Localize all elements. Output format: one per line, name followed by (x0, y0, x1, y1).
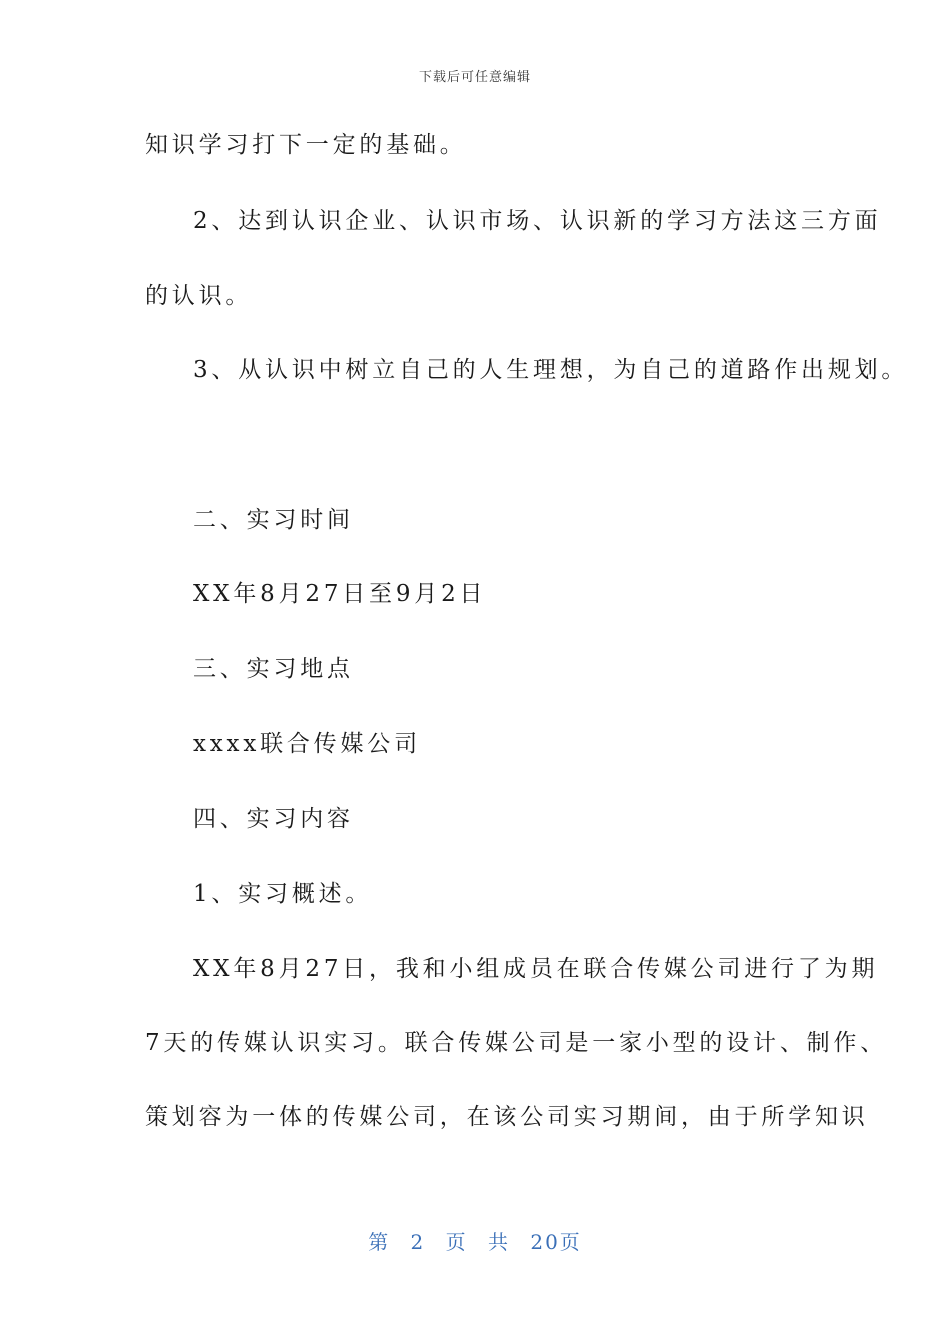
footer-total-pages: 20页 (530, 1230, 582, 1254)
footer-page-word: 页 (445, 1230, 468, 1254)
footer-prefix: 第 (368, 1230, 391, 1254)
body-line-para-3: 策划容为一体的传媒公司，在该公司实习期间，由于所学知识 (145, 1104, 869, 1130)
footer-total-word: 共 (488, 1230, 510, 1254)
footer-current-page: 2 (410, 1230, 426, 1254)
section-heading-location: 三、实习地点 (193, 656, 354, 682)
body-line-para-1: XX年8月27日，我和小组成员在联合传媒公司进行了为期 (193, 956, 879, 982)
body-line-4: 3、从认识中树立自己的人生理想，为自己的道路作出规划。 (193, 357, 909, 383)
subheading-overview: 1、实习概述。 (193, 881, 373, 907)
body-line-date: XX年8月27日至9月2日 (193, 581, 487, 607)
section-heading-content: 四、实习内容 (193, 806, 354, 832)
section-heading-time: 二、实习时间 (193, 507, 354, 533)
body-line-3: 的认识。 (145, 283, 253, 309)
page-header: 下载后可任意编辑 (418, 70, 531, 85)
body-line-1: 知识学习打下一定的基础。 (145, 132, 467, 158)
body-line-company: xxxx联合传媒公司 (193, 731, 421, 757)
body-line-para-2: 7天的传媒认识实习。联合传媒公司是一家小型的设计、制作、 (145, 1030, 888, 1056)
body-line-2: 2、达到认识企业、认识市场、认识新的学习方法这三方面 (193, 208, 882, 234)
page-footer (0, 1226, 950, 1255)
